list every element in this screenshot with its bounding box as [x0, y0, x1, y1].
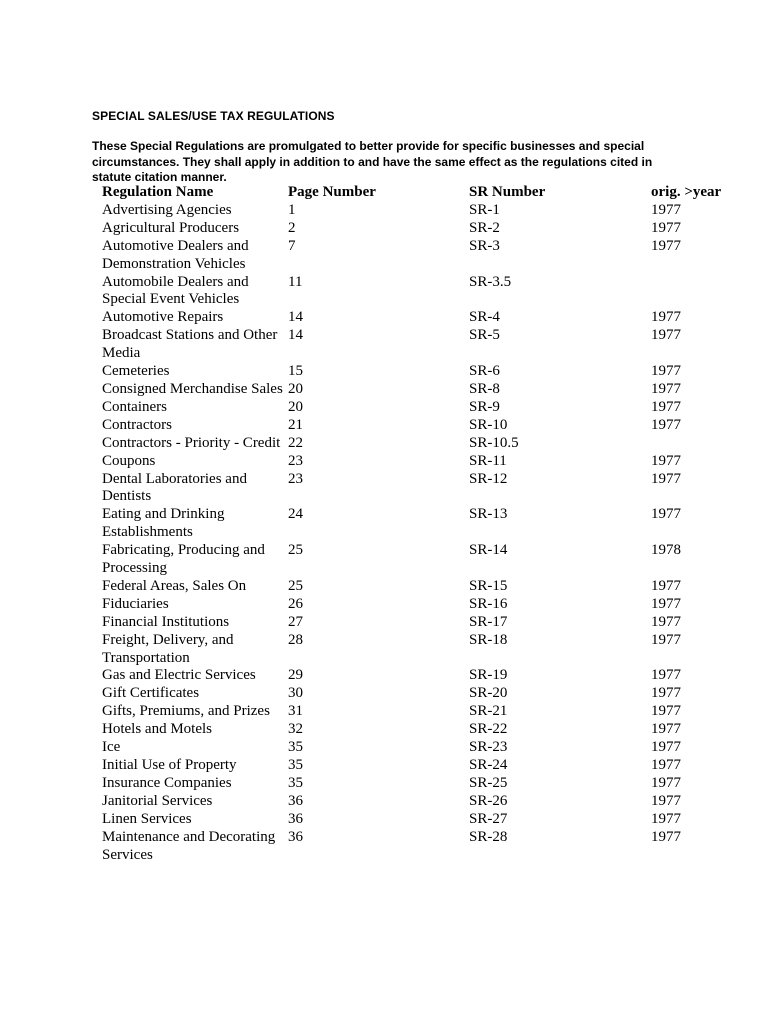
- intro-paragraph: These Special Regulations are promulgated to better provide for specific businesses and special circumstances. They shall apply in addition to and have the same effect as the regulations cited in statute citation manner.: [92, 139, 653, 184]
- sr-number-cell: SR-10.5: [469, 434, 519, 451]
- page-number-cell: 20: [288, 398, 303, 415]
- regulation-name-cell: Gifts, Premiums, and Prizes: [102, 703, 270, 720]
- orig-year-cell: 1977: [651, 739, 681, 756]
- regulation-name-cell: Financial Institutions: [102, 613, 230, 630]
- page-number-cell: 23: [288, 452, 303, 469]
- table-row: [102, 435, 731, 453]
- table-body: [102, 202, 731, 865]
- regulation-name-cell: Gift Certificates: [102, 685, 200, 702]
- sr-number-cell: SR-11: [469, 452, 507, 469]
- page-number-cell: 35: [288, 757, 303, 773]
- orig-year-cell: 1977: [651, 631, 681, 648]
- table-row: [102, 721, 731, 739]
- orig-year-cell: 1977: [651, 757, 681, 773]
- regulation-name-cell: Dental Laboratories and Dentists: [102, 470, 247, 505]
- orig-year-cell: 1977: [651, 667, 681, 684]
- page-number-cell: 7: [288, 237, 296, 254]
- regulation-name-cell: Contractors - Priority - Credit: [102, 434, 281, 451]
- table-row: [102, 793, 731, 811]
- sr-number-cell: SR-9: [469, 398, 500, 415]
- table-row: [102, 417, 731, 435]
- sr-number-cell: SR-21: [469, 703, 508, 720]
- orig-year-cell: 1977: [651, 721, 681, 738]
- sr-number-cell: SR-3.5: [469, 273, 512, 290]
- regulation-name-cell: Agricultural Producers: [102, 219, 240, 236]
- orig-year-cell: 1977: [651, 309, 681, 326]
- table-row: [102, 399, 731, 417]
- regulation-name-cell: Freight, Delivery, and Transportation: [102, 631, 234, 666]
- document-title: SPECIAL SALES/USE TAX REGULATIONS: [92, 109, 335, 123]
- table-row: [102, 811, 731, 829]
- orig-year-cell: 1977: [651, 452, 681, 469]
- table-header-row: [102, 184, 731, 202]
- orig-year-cell: 1977: [651, 398, 681, 415]
- regulation-name-cell: Consigned Merchandise Sales: [102, 380, 283, 397]
- page-number-cell: 26: [288, 595, 303, 612]
- orig-year-cell: 1977: [651, 237, 681, 254]
- header-sr-number: SR Number: [469, 184, 546, 200]
- header-page-number: Page Number: [288, 184, 376, 200]
- page-number-cell: 28: [288, 631, 303, 648]
- sr-number-cell: SR-24: [469, 757, 508, 773]
- regulation-name-cell: Linen Services: [102, 810, 192, 827]
- sr-number-cell: SR-22: [469, 721, 508, 738]
- regulation-name-cell: Automotive Repairs: [102, 309, 224, 326]
- orig-year-cell: 1977: [651, 577, 681, 594]
- regulation-name-cell: Automobile Dealers and Special Event Vehicles: [102, 273, 249, 308]
- page-number-cell: 22: [288, 434, 303, 451]
- sr-number-cell: SR-4: [469, 309, 500, 326]
- table-row: [102, 381, 731, 399]
- page-number-cell: 25: [288, 542, 303, 559]
- table-row: [102, 238, 731, 274]
- table-row: [102, 506, 731, 542]
- sr-number-cell: SR-19: [469, 667, 508, 684]
- table-row: [102, 471, 731, 507]
- orig-year-cell: 1977: [651, 470, 681, 487]
- regulation-name-cell: Gas and Electric Services: [102, 667, 256, 684]
- table-row: [102, 220, 731, 238]
- orig-year-cell: 1977: [651, 595, 681, 612]
- table-row: [102, 327, 731, 363]
- table-row: [102, 829, 731, 865]
- page-number-cell: 36: [288, 828, 303, 845]
- table-row: [102, 453, 731, 471]
- page-number-cell: 24: [288, 506, 303, 523]
- sr-number-cell: SR-26: [469, 792, 508, 809]
- page-number-cell: 29: [288, 667, 303, 684]
- table-row: [102, 703, 731, 721]
- page-number-cell: 20: [288, 380, 303, 397]
- sr-number-cell: SR-2: [469, 219, 500, 236]
- table-row: [102, 667, 731, 685]
- sr-number-cell: SR-20: [469, 685, 508, 702]
- orig-year-cell: 1977: [651, 363, 681, 380]
- sr-number-cell: SR-13: [469, 506, 508, 523]
- orig-year-cell: [651, 435, 731, 453]
- orig-year-cell: 1977: [651, 380, 681, 397]
- sr-number-cell: SR-25: [469, 774, 508, 791]
- regulation-name-cell: Ice: [102, 739, 121, 756]
- orig-year-cell: 1978: [651, 542, 681, 559]
- page-number-cell: 11: [288, 273, 303, 290]
- sr-number-cell: SR-6: [469, 363, 500, 380]
- page-number-cell: 30: [288, 685, 303, 702]
- sr-number-cell: SR-8: [469, 380, 500, 397]
- table-row: [102, 274, 731, 310]
- orig-year-cell: 1977: [651, 810, 681, 827]
- sr-number-cell: SR-16: [469, 595, 508, 612]
- sr-number-cell: SR-23: [469, 739, 508, 756]
- page-number-cell: 14: [288, 327, 303, 344]
- sr-number-cell: SR-1: [469, 201, 500, 218]
- regulation-name-cell: Fabricating, Producing and Processing: [102, 542, 265, 577]
- orig-year-cell: 1977: [651, 201, 681, 218]
- regulation-name-cell: Insurance Companies: [102, 774, 232, 791]
- orig-year-cell: 1977: [651, 219, 681, 236]
- regulation-name-cell: Hotels and Motels: [102, 721, 212, 738]
- regulation-name-cell: Maintenance and Decorating Services: [102, 828, 276, 863]
- page-number-cell: 14: [288, 309, 303, 326]
- sr-number-cell: SR-12: [469, 470, 508, 487]
- sr-number-cell: SR-14: [469, 542, 508, 559]
- orig-year-cell: 1977: [651, 774, 681, 791]
- sr-number-cell: SR-27: [469, 810, 508, 827]
- sr-number-cell: SR-10: [469, 416, 508, 433]
- table-row: [102, 739, 731, 757]
- regulation-name-cell: Janitorial Services: [102, 792, 213, 809]
- regulation-name-cell: Coupons: [102, 452, 156, 469]
- table-row: [102, 632, 731, 668]
- table-row: [102, 363, 731, 381]
- orig-year-cell: 1977: [651, 416, 681, 433]
- sr-number-cell: SR-28: [469, 828, 508, 845]
- regulation-name-cell: Fiduciaries: [102, 595, 169, 612]
- sr-number-cell: SR-3: [469, 237, 500, 254]
- page-number-cell: 1: [288, 201, 296, 218]
- regulation-name-cell: Containers: [102, 398, 167, 415]
- regulation-name-cell: Contractors: [102, 416, 172, 433]
- page-number-cell: 27: [288, 613, 303, 630]
- header-regulation-name: Regulation Name: [102, 184, 214, 200]
- sr-number-cell: SR-17: [469, 613, 508, 630]
- page-number-cell: 36: [288, 792, 303, 809]
- table-row: [102, 202, 731, 220]
- page-number-cell: 36: [288, 810, 303, 827]
- orig-year-cell: 1977: [651, 613, 681, 630]
- orig-year-cell: [651, 274, 731, 310]
- regulation-name-cell: Federal Areas, Sales On: [102, 577, 247, 594]
- header-orig-year: orig. >year: [651, 184, 722, 200]
- table-row: [102, 685, 731, 703]
- page-number-cell: 2: [288, 219, 296, 236]
- orig-year-cell: 1977: [651, 685, 681, 702]
- table-row: [102, 775, 731, 793]
- sr-number-cell: SR-15: [469, 577, 508, 594]
- page-number-cell: 15: [288, 363, 303, 380]
- orig-year-cell: 1977: [651, 792, 681, 809]
- page-number-cell: 23: [288, 470, 303, 487]
- regulation-name-cell: Eating and Drinking Establishments: [102, 506, 225, 541]
- table-row: [102, 596, 731, 614]
- page-number-cell: 21: [288, 416, 303, 433]
- page-number-cell: 35: [288, 774, 303, 791]
- orig-year-cell: 1977: [651, 703, 681, 720]
- page-number-cell: 35: [288, 739, 303, 756]
- table-row: [102, 757, 731, 775]
- regulation-name-cell: Automotive Dealers and Demonstration Vehicles: [102, 237, 249, 272]
- table-row: [102, 542, 731, 578]
- table-row: [102, 578, 731, 596]
- regulations-table: [102, 184, 731, 864]
- orig-year-cell: 1977: [651, 828, 681, 845]
- orig-year-cell: 1977: [651, 327, 681, 344]
- regulation-name-cell: Broadcast Stations and Other Media: [102, 327, 278, 362]
- sr-number-cell: SR-18: [469, 631, 508, 648]
- table-row: [102, 309, 731, 327]
- page-number-cell: 31: [288, 703, 303, 720]
- page-number-cell: 32: [288, 721, 303, 738]
- table-row: [102, 614, 731, 632]
- regulation-name-cell: Cemeteries: [102, 363, 170, 380]
- page-number-cell: 25: [288, 577, 303, 594]
- orig-year-cell: 1977: [651, 506, 681, 523]
- regulation-name-cell: Initial Use of Property: [102, 757, 237, 773]
- sr-number-cell: SR-5: [469, 327, 500, 344]
- regulation-name-cell: Advertising Agencies: [102, 201, 232, 218]
